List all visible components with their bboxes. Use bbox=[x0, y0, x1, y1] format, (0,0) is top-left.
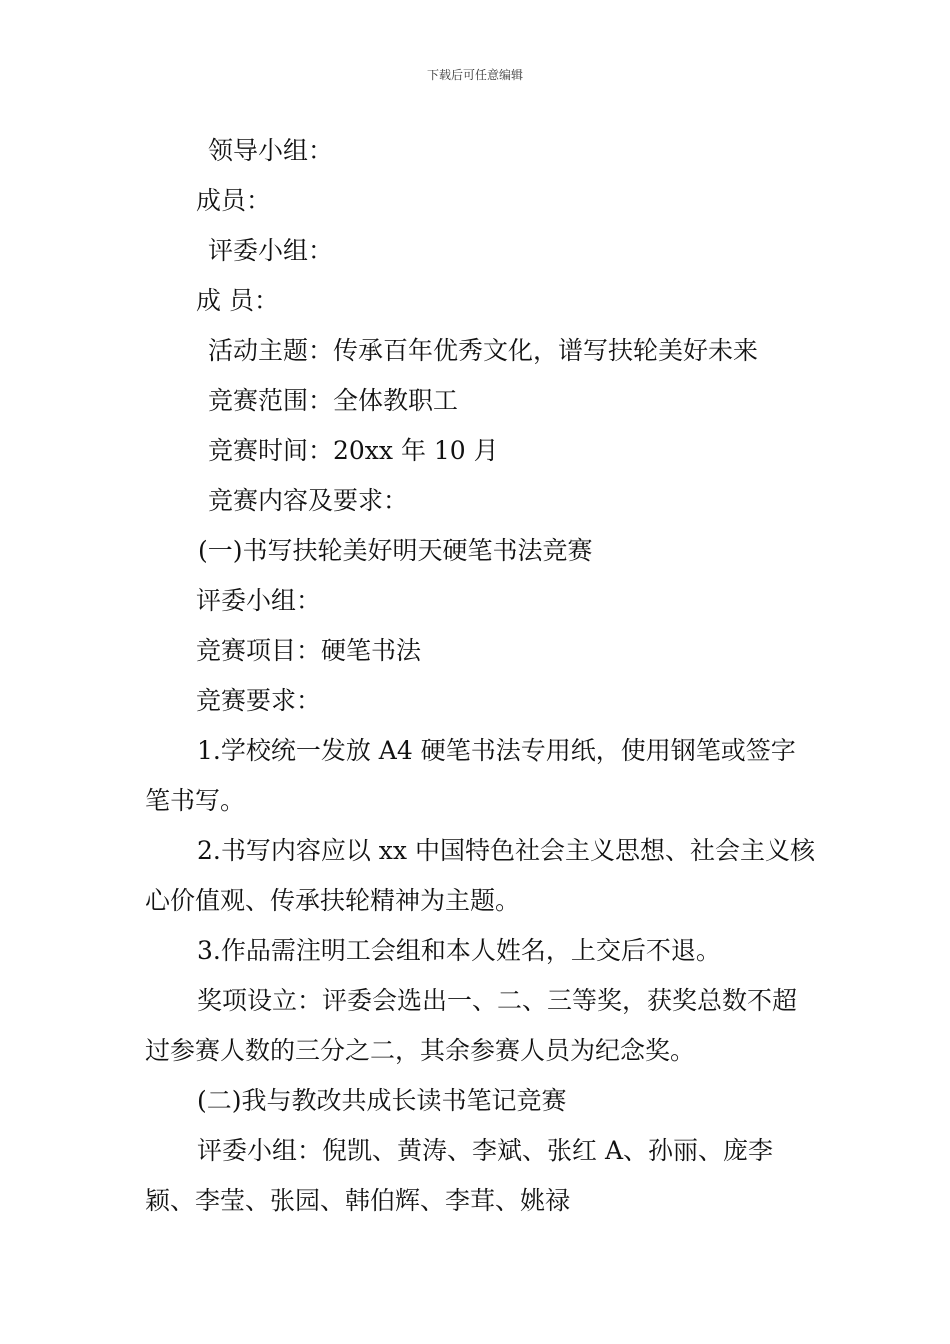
section-two-heading: (二)我与教改共成长读书笔记竞赛 bbox=[197, 1086, 567, 1115]
requirement-item-1: 1.学校统一发放 A4 硬笔书法专用纸，使用钢笔或签字笔书写。 bbox=[145, 736, 796, 815]
section-two-judges-paragraph: 评委小组：倪凯、黄涛、李斌、张红 A、孙丽、庞李颖、李莹、张园、韩伯辉、李茸、姚禄 bbox=[145, 1136, 774, 1215]
competition-time-line: 竞赛时间：20xx 年 10 月 bbox=[208, 436, 499, 465]
competition-requirements-line: 竞赛要求： bbox=[196, 686, 322, 715]
activity-theme-line: 活动主题：传承百年优秀文化，谱写扶轮美好未来 bbox=[208, 336, 759, 365]
section-one-heading: (一)书写扶轮美好明天硬笔书法竞赛 bbox=[198, 536, 593, 565]
page-header-note: 下载后可任意编辑 bbox=[426, 68, 523, 82]
requirement-item-2: 2.书写内容应以 xx 中国特色社会主义思想、社会主义核心价值观、传承扶轮精神为主题。 bbox=[145, 836, 815, 915]
requirement-item-3: 3.作品需注明工会组和本人姓名，上交后不退。 bbox=[197, 936, 721, 965]
members-line-spaced: 成 员： bbox=[196, 286, 279, 315]
members-line: 成员： bbox=[196, 186, 272, 215]
content-requirements-heading: 竞赛内容及要求： bbox=[208, 486, 409, 515]
section-one-judges-line: 评委小组： bbox=[196, 586, 322, 615]
leadership-group-line: 领导小组： bbox=[208, 136, 334, 165]
competition-item-line: 竞赛项目：硬笔书法 bbox=[196, 636, 422, 665]
awards-paragraph: 奖项设立：评委会选出一、二、三等奖，获奖总数不超过参赛人数的三分之二，其余参赛人员为纪念奖。 bbox=[145, 986, 798, 1065]
judges-group-line: 评委小组： bbox=[208, 236, 334, 265]
document-body bbox=[145, 126, 815, 1226]
competition-scope-line: 竞赛范围：全体教职工 bbox=[208, 386, 459, 415]
